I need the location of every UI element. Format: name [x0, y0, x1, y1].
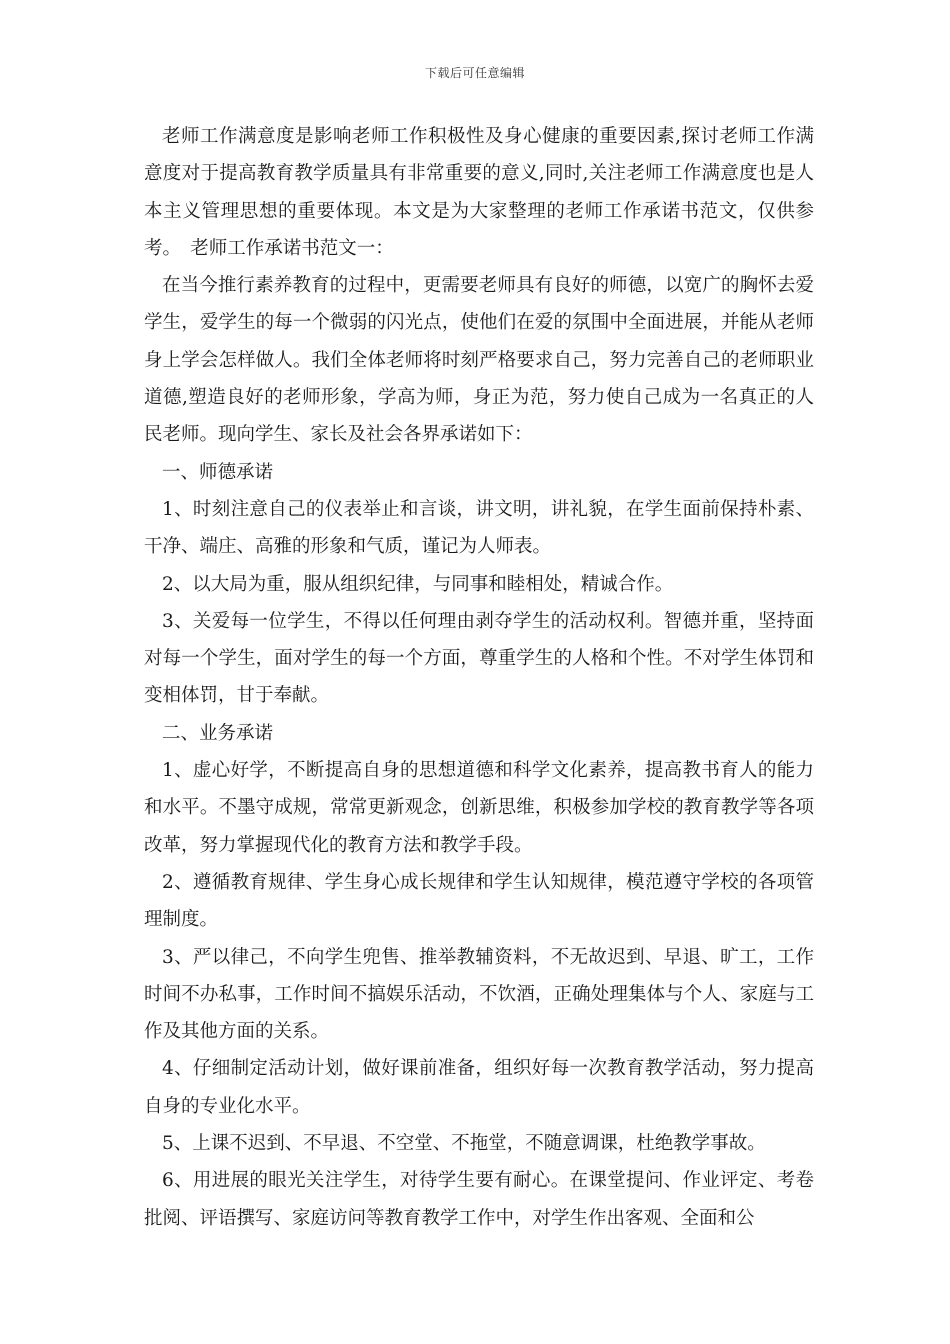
list-item-business-6: 6、用进展的眼光关注学生，对待学生要有耐心。在课堂提问、作业评定、考卷批阅、评语撰写、家庭访问等教育教学工作中，对学生作出客观、全面和公	[144, 1170, 814, 1229]
list-item-ethics-1: 1、时刻注意自己的仪表举止和言谈，讲文明，讲礼貌，在学生面前保持朴素、干净、端庄、高雅的形象和气质，谨记为人师表。	[144, 498, 814, 558]
list-item-ethics-3: 3、关爱每一位学生，不得以任何理由剥夺学生的活动权利。智德并重，坚持面对每一个学生，面对学生的每一个方面，尊重学生的人格和个性。不对学生体罚和变相体罚，甘于奉献。	[144, 610, 814, 707]
list-item-business-5: 5、上课不迟到、不早退、不空堂、不拖堂，不随意调课，杜绝教学事故。	[162, 1133, 766, 1155]
page-header-note: 下载后可任意编辑	[424, 66, 525, 80]
list-item-business-3: 3、严以律己，不向学生兜售、推举教辅资料，不无故迟到、早退、旷工，工作时间不办私事，工作时间不搞娱乐活动，不饮酒，正确处理集体与个人、家庭与工作及其他方面的关系。	[144, 946, 814, 1043]
list-item-business-1: 1、虚心好学，不断提高自身的思想道德和科学文化素养，提高教书育人的能力和水平。不墨守成规，常常更新观念，创新思维，积极参加学校的教育教学等各项改革，努力掌握现代化的教育方法和教学手段。	[144, 760, 814, 856]
list-item-business-2: 2、遵循教育规律、学生身心成长规律和学生认知规律，模范遵守学校的各项管理制度。	[144, 871, 814, 931]
document-body	[144, 118, 814, 1237]
section-heading-business: 二、业务承诺	[162, 722, 274, 744]
section-heading-ethics: 一、师德承诺	[162, 461, 274, 483]
paragraph-preface: 在当今推行素养教育的过程中，更需要老师具有良好的师德，以宽广的胸怀去爱学生，爱学生的每一个微弱的闪光点，使他们在爱的氛围中全面进展，并能从老师身上学会怎样做人。我们全体老师将时刻严格要求自己，努力完善自己的老师职业道德,塑造良好的老师形象，学高为师，身正为范，努力使自己成为一名真正的人民老师。现向学生、家长及社会各界承诺如下：	[144, 275, 814, 446]
list-item-business-4: 4、仔细制定活动计划，做好课前准备，组织好每一次教育教学活动，努力提高自身的专业化水平。	[144, 1058, 814, 1117]
paragraph-intro: 老师工作满意度是影响老师工作积极性及身心健康的重要因素,探讨老师工作满意度对于提高教育教学质量具有非常重要的意义,同时,关注老师工作满意度也是人本主义管理思想的重要体现。本文是为大家整理的老师工作承诺书范文，仅供参考。 老师工作承诺书范文一：	[144, 126, 814, 259]
list-item-ethics-2: 2、以大局为重，服从组织纪律，与同事和睦相处，精诚合作。	[162, 573, 674, 595]
